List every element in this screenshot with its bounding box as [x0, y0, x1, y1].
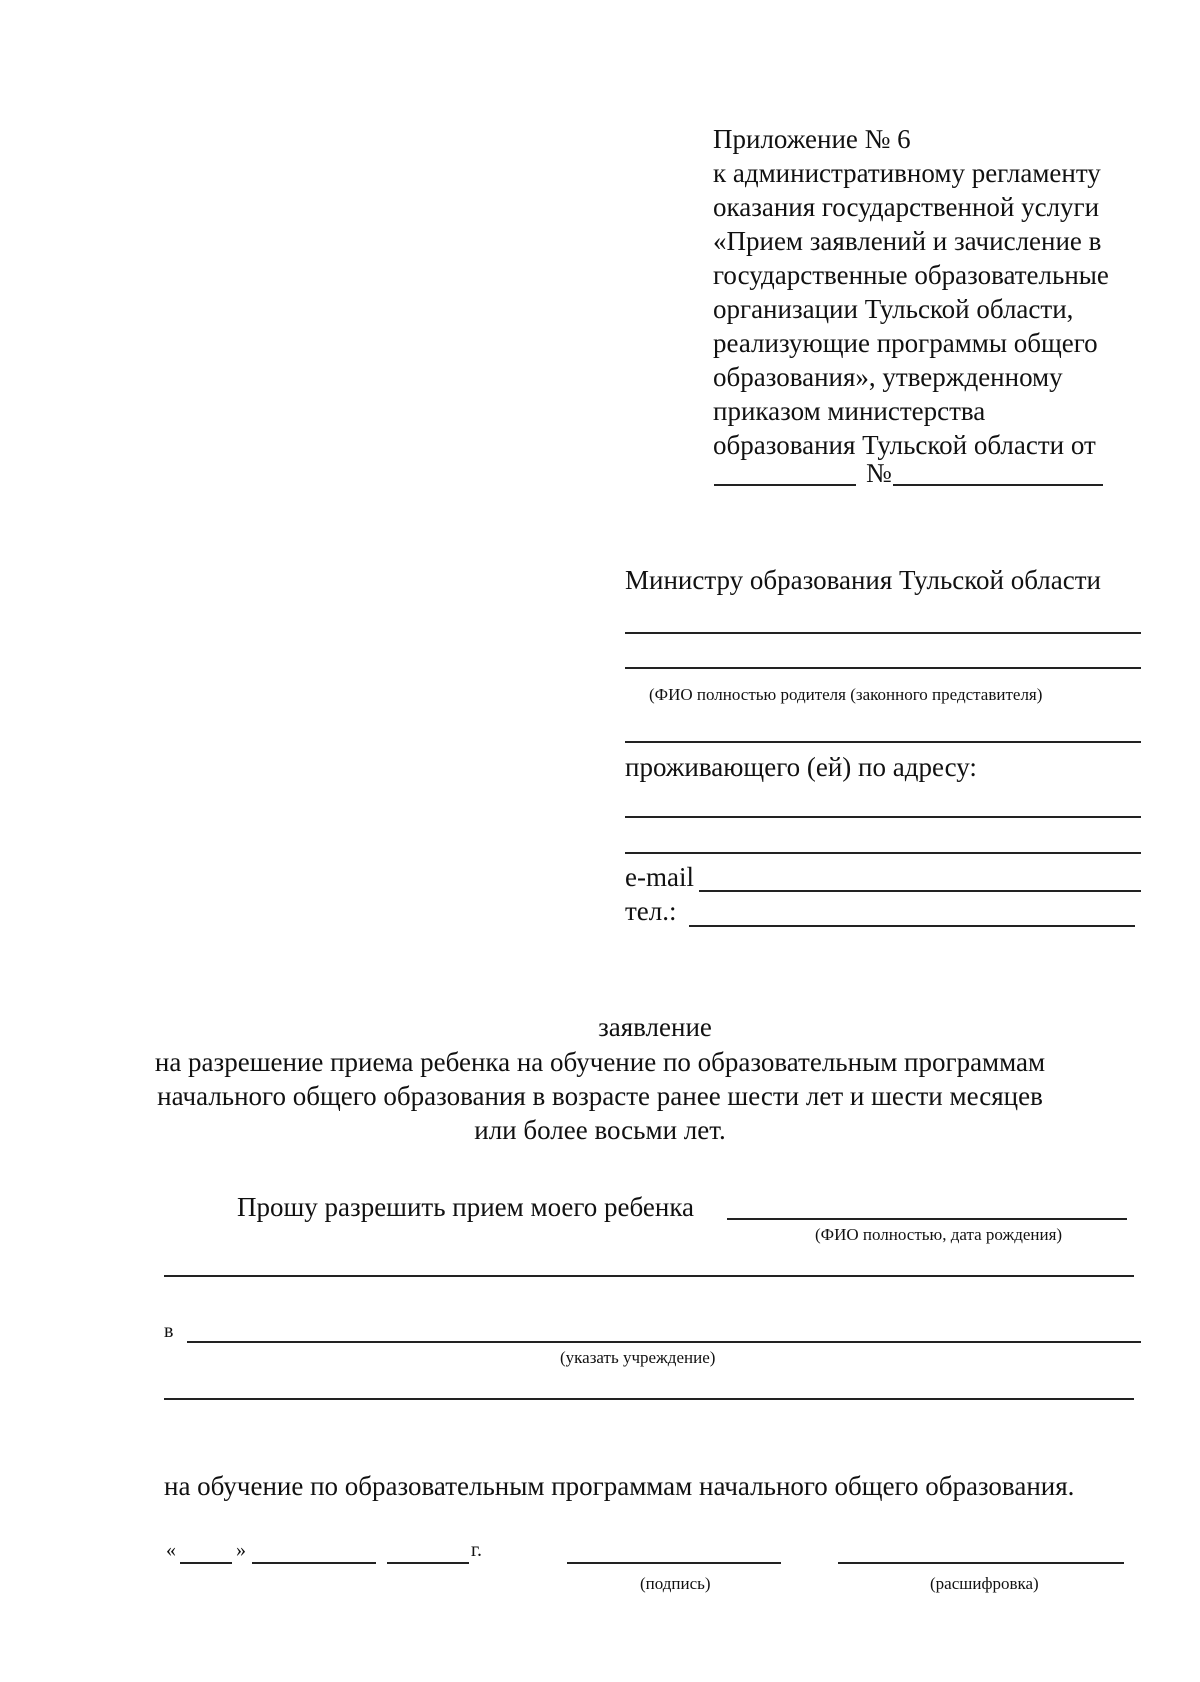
appendix-line: приказом министерства [713, 396, 986, 426]
statement-subtitle-line: или более восьми лет. [474, 1115, 726, 1145]
email-label: e-mail [625, 862, 694, 892]
appendix-line: «Прием заявлений и зачисление в [713, 226, 1102, 256]
date-day-field[interactable] [180, 1562, 232, 1564]
address-line-2[interactable] [625, 852, 1141, 854]
appendix-line: реализующие программы общего [713, 328, 1098, 358]
child-name-line-2[interactable] [164, 1275, 1134, 1277]
appendix-line: образования», утвержденному [713, 362, 1063, 392]
appendix-line: организации Тульской области, [713, 294, 1074, 324]
phone-field[interactable] [689, 925, 1135, 927]
child-name-field[interactable] [727, 1218, 1127, 1220]
appendix-line: к административному регламенту [713, 158, 1101, 188]
order-date-blank[interactable] [714, 484, 856, 486]
addressee-minister: Министру образования Тульской области [625, 565, 1101, 595]
appendix-line: образования Тульской области от [713, 430, 1096, 460]
date-year-field[interactable] [387, 1562, 469, 1564]
statement-subtitle [0, 1045, 1200, 1147]
institution-field[interactable] [187, 1341, 1141, 1343]
appendix-line: Приложение № 6 [713, 124, 911, 154]
phone-label: тел.: [625, 896, 677, 926]
signature-field[interactable] [567, 1562, 781, 1564]
appendix-line: оказания государственной услуги [713, 192, 1100, 222]
parent-name-line-3[interactable] [625, 741, 1141, 743]
signature-decoding-field[interactable] [838, 1562, 1124, 1564]
date-quote-open: « [166, 1539, 176, 1561]
request-text: Прошу разрешить прием моего ребенка [237, 1192, 695, 1222]
year-suffix: г. [471, 1539, 482, 1561]
order-number-sign: № [866, 458, 892, 488]
email-field[interactable] [699, 890, 1141, 892]
address-line-1[interactable] [625, 816, 1141, 818]
signature-caption: (подпись) [640, 1574, 711, 1593]
purpose-text: на обучение по образовательным программам начального общего образования. [164, 1471, 1075, 1501]
in-label: в [164, 1320, 174, 1342]
child-fio-caption: (ФИО полностью, дата рождения) [815, 1225, 1063, 1244]
institution-caption: (указать учреждение) [560, 1348, 716, 1367]
decoding-caption: (расшифровка) [930, 1574, 1039, 1593]
statement-title: заявление [598, 1012, 712, 1042]
parent-name-line-1[interactable] [625, 632, 1141, 634]
date-month-field[interactable] [252, 1562, 376, 1564]
order-number-blank[interactable] [893, 484, 1103, 486]
statement-subtitle-line: начального общего образования в возрасте ранее шести лет и шести месяцев [157, 1081, 1043, 1111]
date-quote-close: » [236, 1539, 246, 1561]
institution-line-2[interactable] [164, 1398, 1134, 1400]
statement-subtitle-line: на разрешение приема ребенка на обучение по образовательным программам [154, 1047, 1046, 1077]
appendix-line: государственные образовательные [713, 260, 1109, 290]
parent-name-line-2[interactable] [625, 667, 1141, 669]
residing-label: проживающего (ей) по адресу: [625, 752, 977, 782]
appendix-block [713, 122, 1109, 462]
parent-fio-caption: (ФИО полностью родителя (законного представителя) [649, 685, 1043, 704]
